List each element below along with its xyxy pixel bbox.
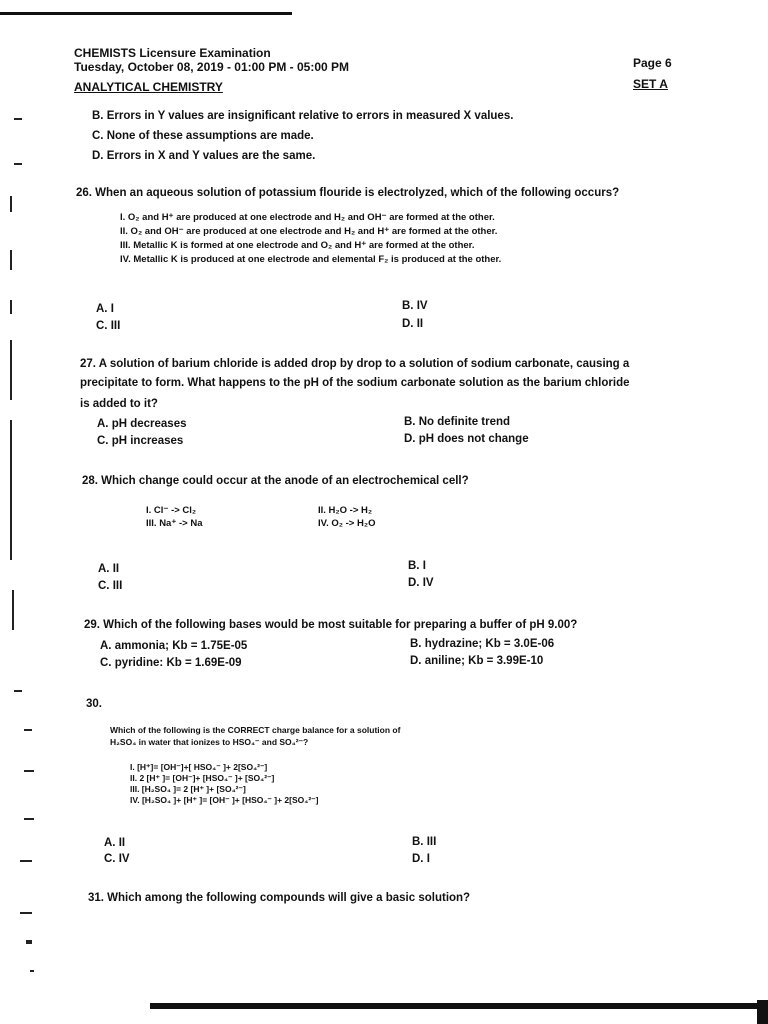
q28-option-d: D. IV bbox=[408, 577, 434, 589]
q30-item-4: IV. [H₂SO₄ ]+ [H⁺ ]= [OH⁻ ]+ [HSO₄⁻ ]+ 2[SO₄²⁻] bbox=[130, 795, 319, 805]
q25-option-b: B. Errors in Y values are insignificant relative to errors in measured X values. bbox=[92, 110, 514, 122]
q28-option-c: C. III bbox=[98, 580, 123, 592]
q26-item-3: III. Metallic K is formed at one electrode and O₂ and H⁺ are formed at the other. bbox=[120, 240, 475, 251]
q28-item-1: I. Cl⁻ -> Cl₂ bbox=[146, 505, 197, 516]
top-rule bbox=[0, 12, 292, 15]
q26-option-a: A. I bbox=[96, 303, 114, 315]
q30-stem-line2: H₂SO₄ in water that ionizes to HSO₄⁻ and SO₄²⁻? bbox=[110, 737, 309, 747]
q30-option-a: A. II bbox=[104, 837, 126, 849]
q27-option-a: A. pH decreases bbox=[97, 418, 187, 430]
page-number: Page 6 bbox=[633, 56, 672, 70]
q28-stem: 28. Which change could occur at the anode of an electrochemical cell? bbox=[82, 475, 469, 487]
q28-item-2: II. H₂O -> H₂ bbox=[318, 505, 373, 516]
q26-stem: 26. When an aqueous solution of potassium flouride is electrolyzed, which of the following occurs? bbox=[76, 187, 620, 199]
q29-option-c: C. pyridine: Kb = 1.69E-09 bbox=[100, 657, 242, 669]
q30-item-3: III. [H₂SO₄ ]= 2 [H⁺ ]+ [SO₄²⁻] bbox=[130, 784, 246, 794]
q30-item-2: II. 2 [H⁺ ]= [OH⁻]+ [HSO₄⁻ ]+ [SO₄²⁻] bbox=[130, 773, 275, 783]
bottom-rule bbox=[150, 1003, 768, 1009]
q26-option-b: B. IV bbox=[402, 300, 428, 312]
q26-option-c: C. III bbox=[96, 320, 121, 332]
subject-title: ANALYTICAL CHEMISTRY bbox=[74, 80, 223, 94]
q30-option-c: C. IV bbox=[104, 853, 130, 865]
q29-stem: 29. Which of the following bases would be most suitable for preparing a buffer of pH 9.00? bbox=[84, 619, 578, 631]
q29-option-d: D. aniline; Kb = 3.99E-10 bbox=[410, 655, 544, 667]
q30-option-d: D. I bbox=[412, 853, 430, 865]
q30-number: 30. bbox=[86, 698, 102, 710]
q28-option-b: B. I bbox=[408, 560, 426, 572]
q29-option-b: B. hydrazine; Kb = 3.0E-06 bbox=[410, 638, 555, 650]
q27-option-c: C. pH increases bbox=[97, 435, 184, 447]
set-label: SET A bbox=[633, 77, 668, 91]
q28-item-3: III. Na⁺ -> Na bbox=[146, 518, 203, 529]
exam-date: Tuesday, October 08, 2019 - 01:00 PM - 05:00 PM bbox=[74, 60, 350, 74]
q30-option-b: B. III bbox=[412, 836, 437, 848]
right-edge-shadow bbox=[757, 1000, 768, 1024]
q29-option-a: A. ammonia; Kb = 1.75E-05 bbox=[100, 640, 248, 652]
q30-stem-line1: Which of the following is the CORRECT charge balance for a solution of bbox=[110, 725, 401, 735]
q27-option-d: D. pH does not change bbox=[404, 433, 529, 445]
exam-title: CHEMISTS Licensure Examination bbox=[74, 46, 271, 60]
q27-stem-line1: 27. A solution of barium chloride is added drop by drop to a solution of sodium carbonate, causing a bbox=[80, 358, 630, 370]
q26-item-1: I. O₂ and H⁺ are produced at one electrode and H₂ and OH⁻ are formed at the other. bbox=[120, 212, 495, 223]
q27-stem-line3: is added to it? bbox=[80, 398, 158, 410]
q25-option-d: D. Errors in X and Y values are the same. bbox=[92, 150, 316, 162]
q31-stem: 31. Which among the following compounds will give a basic solution? bbox=[88, 892, 471, 904]
q26-item-4: IV. Metallic K is produced at one electrode and elemental F₂ is produced at the other. bbox=[120, 254, 502, 265]
q27-stem-line2: precipitate to form. What happens to the pH of the sodium carbonate solution as the barium chloride bbox=[80, 377, 630, 389]
q27-option-b: B. No definite trend bbox=[404, 416, 511, 428]
q28-item-4: IV. O₂ -> H₂O bbox=[318, 518, 376, 529]
q26-option-d: D. II bbox=[402, 318, 424, 330]
q28-option-a: A. II bbox=[98, 563, 120, 575]
q26-item-2: II. O₂ and OH⁻ are produced at one electrode and H₂ and H⁺ are formed at the other. bbox=[120, 226, 498, 237]
q30-item-1: I. [H⁺]= [OH⁻]+[ HSO₄⁻ ]+ 2[SO₄²⁻] bbox=[130, 762, 268, 772]
q25-option-c: C. None of these assumptions are made. bbox=[92, 130, 314, 142]
